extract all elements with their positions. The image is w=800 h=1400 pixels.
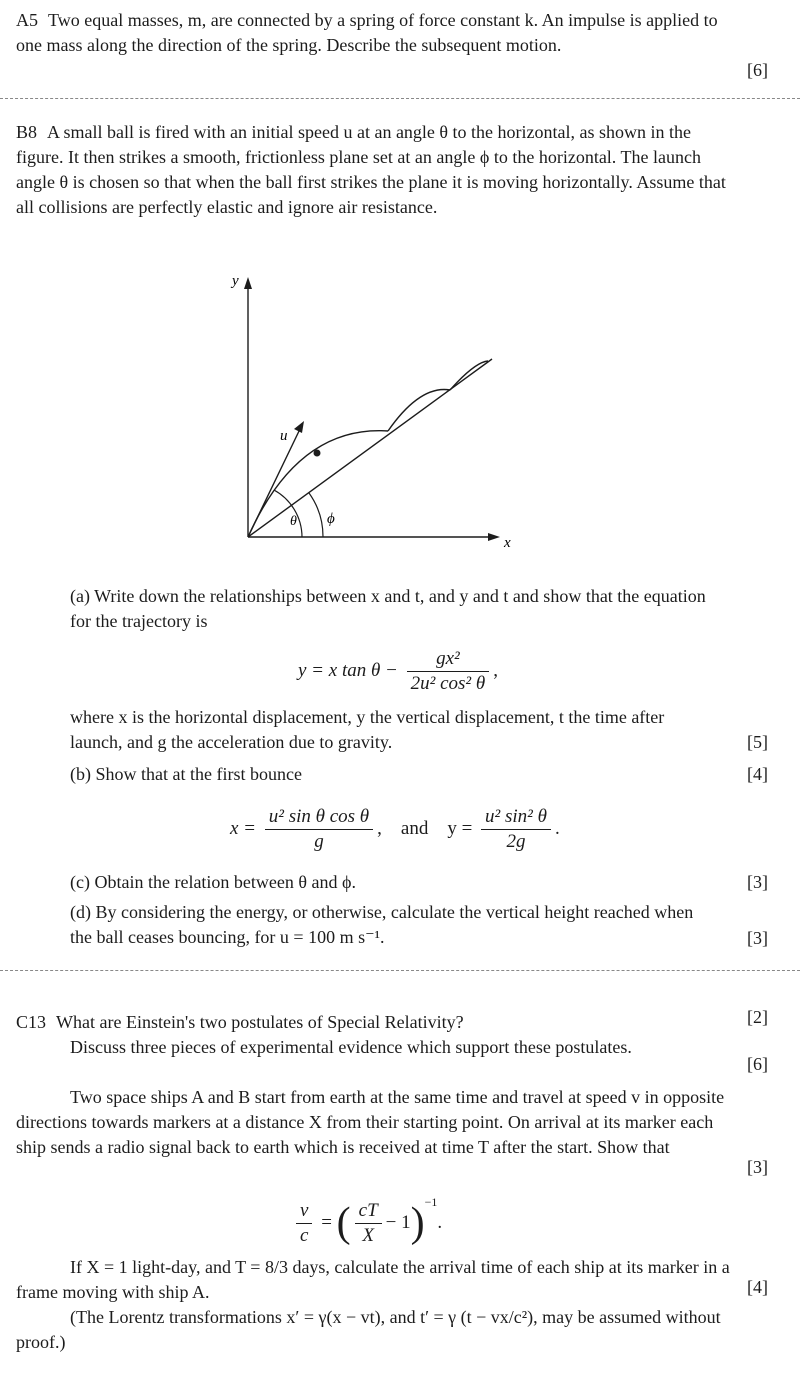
- eq-fraction: [407, 647, 490, 696]
- part-d-prompt: (d) By considering the energy, or otherwise, calculate the vertical height reached when the ball ceases bouncing, for u = 100 m s⁻¹.: [70, 902, 694, 947]
- marks-label: [3]: [747, 928, 768, 948]
- ball: [314, 450, 321, 457]
- problem-a5: [16, 8, 736, 58]
- question-text: Two equal masses, m, are connected by a spring of force constant k. An impulse is applied to one mass along the direction of the spring. Describe the subsequent motion.: [16, 10, 718, 55]
- marks-label: [6]: [747, 60, 768, 80]
- trajectory-figure: [230, 265, 520, 555]
- left-paren: (: [336, 1200, 351, 1247]
- marks-label: [5]: [747, 732, 768, 752]
- eq-minus-one: − 1: [385, 1212, 411, 1233]
- question-intro: A small ball is fired with an initial speed u at an angle θ to the horizontal, as shown in the figure. It then strikes a smooth, frictionless plane set at an angle ϕ to the horizontal. The launch angle θ is chosen so that when the ball first strikes the plane it is moving horizontally. Assume that all collisions are perfectly elastic and ignore air resistance.: [16, 122, 726, 217]
- eq-end: .: [554, 817, 560, 839]
- eq-equals: =: [321, 1212, 332, 1233]
- theta-arc: [274, 490, 302, 537]
- equation-first-bounce: [230, 805, 560, 854]
- question-evidence: Discuss three pieces of experimental evidence which support these postulates.: [70, 1037, 632, 1057]
- eq-end: .: [437, 1212, 443, 1233]
- part-c-prompt: (c) Obtain the relation between θ and ϕ.: [70, 872, 356, 892]
- eq-y-fraction: [481, 805, 551, 854]
- problem-b8: [16, 120, 736, 220]
- eq-denominator: 2u² cos² θ: [410, 673, 486, 694]
- eq-numerator: gx²: [407, 647, 490, 672]
- question-spaceships: Two space ships A and B start from earth at the same time and travel at speed v in opposite directions towards markers at a distance X from their starting point. On arrival at its marker each ship sends a radio signal back to earth which is received at time T after the start. Show that: [16, 1087, 725, 1157]
- question-postulates: What are Einstein's two postulates of Special Relativity?: [56, 1012, 464, 1032]
- eq-lhs-numerator: v: [296, 1199, 312, 1224]
- y-axis-arrow: [244, 277, 252, 289]
- marks-label: [2]: [747, 1007, 768, 1027]
- question-id: B8: [16, 122, 38, 142]
- eq-lhs-denominator: c: [300, 1225, 309, 1247]
- eq-inner-fraction: [355, 1199, 382, 1248]
- eq-tail: ,: [493, 659, 498, 681]
- section-divider: [0, 98, 800, 99]
- eq-x-fraction: [265, 805, 373, 854]
- lorentz-note: (The Lorentz transformations x′ = γ(x − vt), and t′ = γ (t − vx/c²), may be assumed without proof.): [16, 1307, 721, 1352]
- eq-inner-numerator: cT: [355, 1199, 382, 1224]
- part-a-definitions: where x is the horizontal displacement, y the vertical displacement, t the time after launch, and g the acceleration due to gravity.: [70, 707, 665, 752]
- eq-exponent: −1: [424, 1195, 438, 1209]
- inclined-plane: [248, 359, 492, 537]
- velocity-arrowhead: [294, 421, 304, 433]
- question-arrival-time: If X = 1 light-day, and T = 8/3 days, calculate the arrival time of each ship at its marker in a frame moving with ship A.: [16, 1257, 730, 1302]
- velocity-label: u: [280, 428, 288, 444]
- x-axis-arrow: [488, 533, 500, 541]
- eq-lhs-fraction: [296, 1199, 312, 1248]
- section-divider: [0, 970, 800, 971]
- part-a-prompt: (a) Write down the relationships between x and t, and y and t and show that the equation for the trajectory is: [70, 586, 706, 631]
- phi-label: ϕ: [327, 511, 335, 527]
- question-id: C13: [16, 1012, 47, 1032]
- equation-speed-ratio: [292, 1190, 442, 1248]
- part-b-prompt: (b) Show that at the first bounce: [70, 764, 302, 784]
- marks-label: [4]: [747, 764, 768, 784]
- eq-x-denominator: g: [314, 831, 324, 852]
- eq-x-numerator: u² sin θ cos θ: [265, 805, 373, 830]
- eq-lhs: y = x tan θ −: [298, 659, 398, 681]
- marks-label: [4]: [747, 1277, 768, 1297]
- y-axis-label: y: [232, 273, 239, 289]
- eq-y-denominator: 2g: [506, 831, 526, 852]
- marks-label: [3]: [747, 872, 768, 892]
- x-axis-label: x: [504, 535, 511, 551]
- right-paren: ): [410, 1200, 425, 1247]
- marks-label: [6]: [747, 1054, 768, 1074]
- phi-arc: [309, 493, 323, 537]
- theta-label: θ: [290, 514, 297, 529]
- problem-c13: [16, 1010, 736, 1035]
- eq-inner-denominator: X: [362, 1225, 374, 1247]
- eq-y-numerator: u² sin² θ: [481, 805, 551, 830]
- question-id: A5: [16, 10, 38, 30]
- marks-label: [3]: [747, 1157, 768, 1177]
- eq-and: , and y =: [377, 817, 473, 839]
- equation-trajectory: [298, 647, 498, 696]
- eq-x-lhs: x =: [230, 817, 257, 839]
